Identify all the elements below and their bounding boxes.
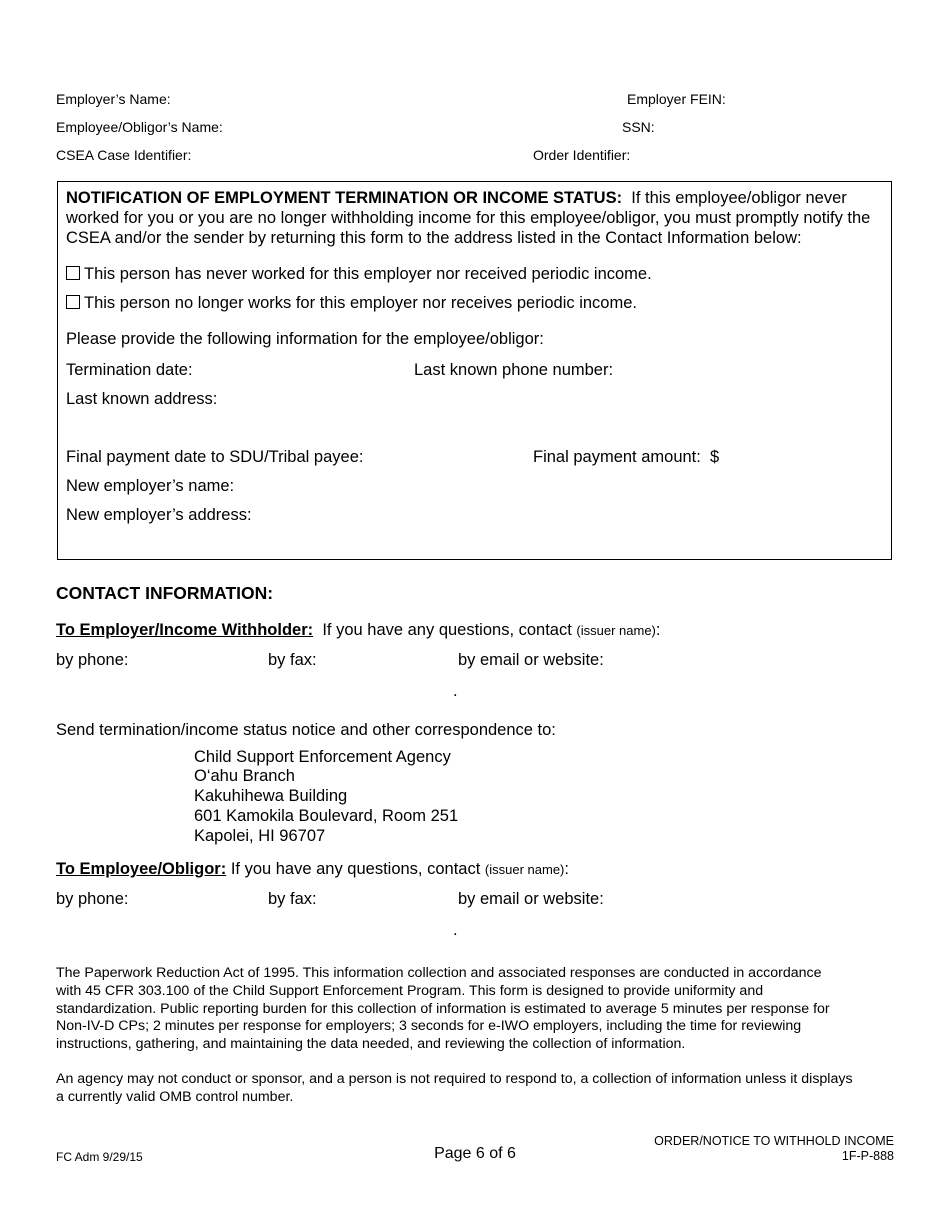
send-correspondence-text: Send termination/income status notice and other correspondence to: — [56, 721, 556, 739]
final-payment-amount-text: Final payment amount: — [533, 448, 701, 466]
csea-case-field[interactable] — [210, 146, 530, 160]
address-line-3: Kakuhihewa Building — [194, 787, 348, 805]
checkbox-never-worked-row[interactable] — [66, 265, 652, 284]
employee-fax-label: by fax: — [268, 890, 317, 908]
omb-line: a currently valid OMB control number. — [56, 1088, 294, 1105]
new-employer-address-field-1[interactable] — [259, 507, 881, 521]
employer-period: . — [453, 682, 458, 700]
order-id-field[interactable] — [644, 146, 893, 160]
address-line-5: Kapolei, HI 96707 — [194, 827, 326, 845]
notice-intro-line3: CSEA and/or the sender by returning this form to the address listed in the Contact Information below: — [66, 229, 802, 247]
csea-case-label: CSEA Case Identifier: — [56, 147, 192, 163]
provide-info-text: Please provide the following information for the employee/obligor: — [66, 330, 544, 348]
dollar-sign: $ — [710, 448, 720, 466]
address-line-1: Child Support Enforcement Agency — [194, 748, 451, 766]
paperwork-line: standardization. Public reporting burden for this collection of information is estimated to average 5 minutes per response for — [56, 1000, 830, 1017]
new-employer-name-label: New employer’s name: — [66, 477, 235, 495]
checkbox-no-longer-works-label: This person no longer works for this employer nor receives periodic income. — [84, 294, 637, 312]
employee-contact-heading: To Employee/Obligor: — [56, 860, 227, 878]
checkbox-never-worked-label: This person has never worked for this employer nor received periodic income. — [84, 265, 652, 283]
employer-issuer-colon: : — [655, 621, 661, 639]
ssn-label: SSN: — [622, 119, 655, 135]
omb-notice-paragraph — [56, 1071, 894, 1107]
employee-issuer-colon: : — [564, 860, 569, 878]
final-payment-date-field[interactable] — [378, 449, 530, 463]
final-payment-amount-label — [533, 448, 719, 467]
paperwork-line: Non-IV-D CPs; 2 minutes per response for employers; 3 seconds for e-IWO employers, including the time for reviewing — [56, 1018, 802, 1035]
termination-date-label: Termination date: — [66, 361, 193, 379]
new-employer-address-label: New employer’s address: — [66, 506, 252, 524]
omb-line: An agency may not conduct or sponsor, and a person is not required to respond to, a collection of information unless it displays — [56, 1071, 853, 1087]
employee-questions-text: If you have any questions, contact — [230, 860, 481, 878]
last-phone-label: Last known phone number: — [414, 361, 614, 379]
employer-fein-label: Employer FEIN: — [627, 91, 726, 107]
employee-issuer-name: (issuer name) — [484, 862, 565, 877]
employee-issuer-name-field[interactable] — [595, 861, 893, 875]
contact-heading: CONTACT INFORMATION: — [56, 583, 274, 603]
checkbox-no-longer-works[interactable] — [66, 295, 80, 309]
employee-email-field-continued[interactable] — [56, 920, 453, 934]
employer-fax-field[interactable] — [323, 652, 453, 666]
employer-phone-field[interactable] — [133, 652, 264, 666]
paperwork-line: instructions, gathering, and maintaining the data needed, and reviewing the collection of information. — [56, 1036, 686, 1053]
employee-name-field[interactable] — [245, 118, 615, 132]
checkbox-never-worked[interactable] — [66, 266, 80, 280]
employer-questions-text: If you have any questions, contact — [322, 621, 572, 639]
notice-title: NOTIFICATION OF EMPLOYMENT TERMINATION OR INCOME STATUS: — [66, 189, 623, 207]
ssn-field[interactable] — [663, 118, 893, 132]
notice-intro-line1: If this employee/obligor never — [631, 189, 847, 207]
new-employer-name-field[interactable] — [237, 478, 881, 492]
employer-issuer-name-field[interactable] — [678, 621, 893, 635]
employer-phone-label: by phone: — [56, 651, 129, 669]
employer-name-field[interactable] — [190, 90, 615, 104]
footer-form-code: FC Adm 9/29/15 — [56, 1150, 143, 1164]
last-phone-field[interactable] — [621, 362, 881, 376]
new-employer-address-field-2[interactable] — [259, 536, 881, 550]
employer-email-field-continued[interactable] — [56, 681, 453, 695]
employer-email-label: by email or website: — [458, 651, 604, 669]
employee-name-label: Employee/Obligor’s Name: — [56, 119, 223, 135]
employer-issuer-name: (issuer name) — [576, 623, 656, 638]
footer-page-number: Page 6 of 6 — [434, 1145, 516, 1162]
paperwork-act-paragraph — [56, 965, 894, 1054]
employee-phone-label: by phone: — [56, 890, 129, 908]
checkbox-no-longer-works-row[interactable] — [66, 294, 637, 313]
last-address-field-1[interactable] — [220, 391, 881, 405]
employer-email-field[interactable] — [615, 652, 893, 666]
employee-email-field[interactable] — [615, 891, 893, 905]
employee-contact-line — [56, 860, 569, 879]
notice-intro-line2: worked for you or you are no longer withholding income for this employee/obligor, you must promptly notify the — [66, 209, 871, 227]
paperwork-line: The Paperwork Reduction Act of 1995. This information collection and associated responses are conducted in accordance — [56, 965, 822, 981]
final-payment-amount-field[interactable] — [728, 449, 881, 463]
notice-title-line — [66, 189, 847, 208]
employer-name-label: Employer’s Name: — [56, 91, 171, 107]
employer-fein-field[interactable] — [741, 90, 893, 104]
paperwork-line: with 45 CFR 303.100 of the Child Support Enforcement Program. This form is designed to provide uniformity and — [56, 982, 764, 999]
address-line-2: O‘ahu Branch — [194, 767, 295, 785]
footer-form-title: ORDER/NOTICE TO WITHHOLD INCOME — [654, 1134, 894, 1148]
employee-period: . — [453, 921, 458, 939]
employer-fax-label: by fax: — [268, 651, 317, 669]
last-address-label: Last known address: — [66, 390, 218, 408]
address-line-4: 601 Kamokila Boulevard, Room 251 — [194, 807, 459, 825]
employee-email-label: by email or website: — [458, 890, 604, 908]
employee-phone-field[interactable] — [133, 891, 264, 905]
order-id-label: Order Identifier: — [533, 147, 631, 163]
employee-fax-field[interactable] — [323, 891, 453, 905]
employer-contact-heading: To Employer/Income Withholder: — [56, 621, 314, 639]
final-payment-date-label: Final payment date to SDU/Tribal payee: — [66, 448, 364, 466]
termination-date-field[interactable] — [198, 362, 408, 376]
employer-contact-line — [56, 621, 660, 640]
last-address-field-2[interactable] — [220, 420, 881, 434]
footer-form-number: 1F-P-888 — [841, 1149, 894, 1163]
